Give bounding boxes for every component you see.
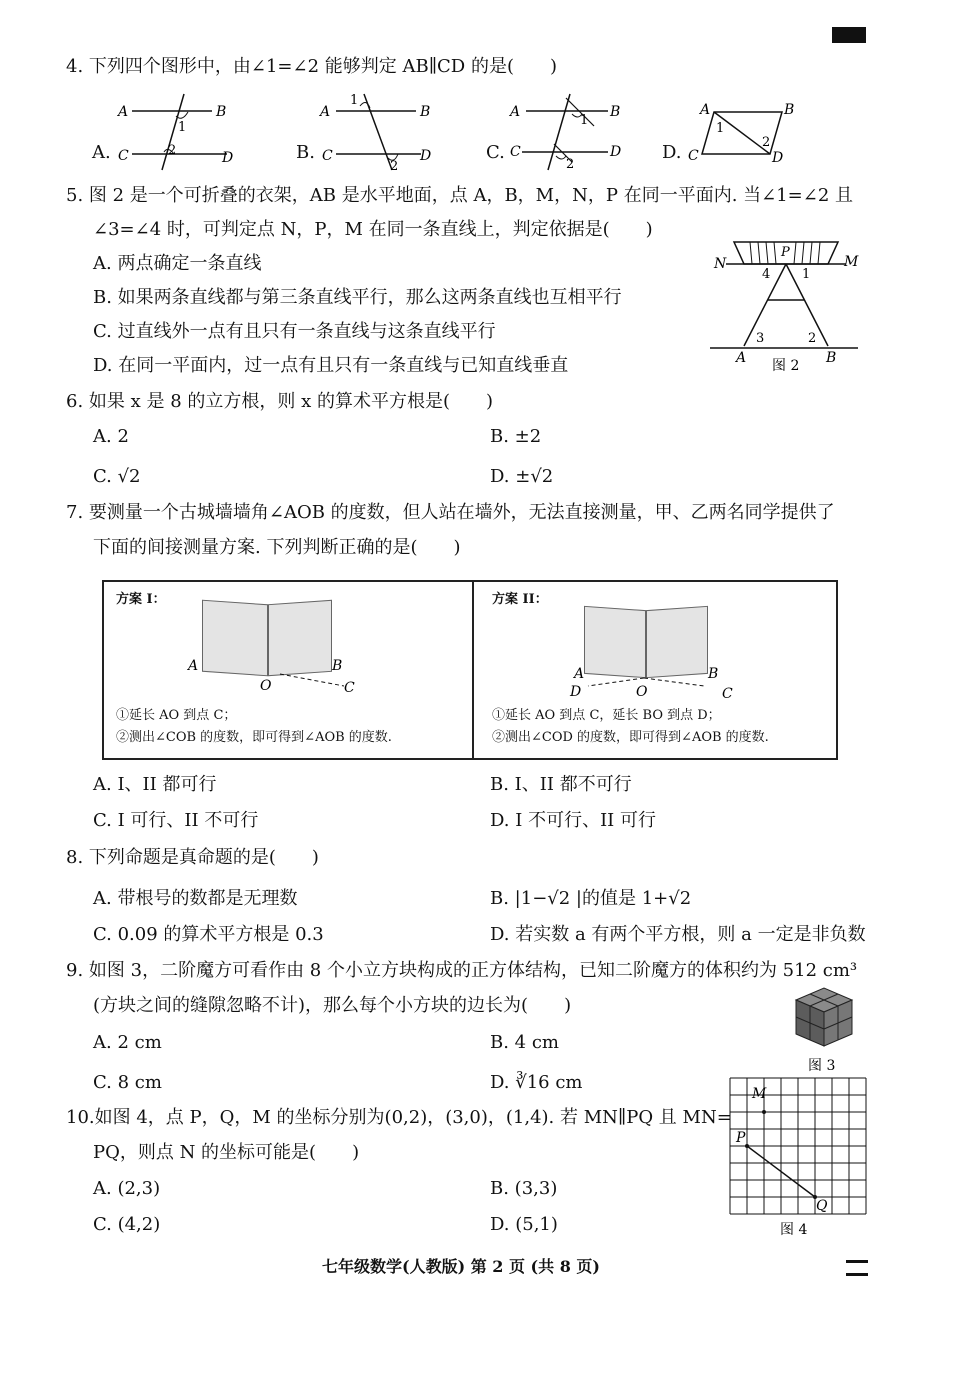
q7-plan2-label-d: D xyxy=(570,684,582,700)
q9-option-b: B. 4 cm xyxy=(490,1032,559,1053)
q4d-angle-2: 2 xyxy=(762,135,771,150)
q7-plan1-diagram xyxy=(184,652,374,696)
q4-figure-a xyxy=(92,92,252,172)
footer-mark-icon xyxy=(846,1260,868,1276)
q4-figure-d xyxy=(662,92,822,172)
q4b-label-a: A xyxy=(320,104,331,120)
q7-plans-box xyxy=(102,580,838,760)
q4b-label-b: B xyxy=(420,104,431,120)
q9-option-a: A. 2 cm xyxy=(93,1032,162,1053)
q4-option-c-tag: C. xyxy=(486,142,505,163)
q4-option-a xyxy=(92,92,252,172)
q4c-label-c: C xyxy=(510,144,521,160)
q4-figure-b xyxy=(296,92,456,172)
q7-stem-line2: 下面的间接测量方案. 下列判断正确的是( ) xyxy=(93,537,461,558)
q4-option-a-tag: A. xyxy=(92,142,111,163)
q5-label-b: B xyxy=(826,350,837,366)
q4a-label-b: B xyxy=(216,104,227,120)
q7-plan1-label-o: O xyxy=(260,678,272,694)
q10-label-p: P xyxy=(736,1130,746,1146)
q4a-label-d: D xyxy=(222,150,234,166)
q4-stem: 4. 下列四个图形中，由∠1=∠2 能够判定 AB∥CD 的是( ) xyxy=(66,56,557,77)
q5-figure-hanger xyxy=(706,236,866,376)
q7-plan1-title: 方案 I： xyxy=(116,592,166,607)
q10-option-c: C. (4,2) xyxy=(93,1214,161,1235)
q4d-label-a: A xyxy=(700,102,711,118)
q5-option-d: D. 在同一平面内，过一点有且只有一条直线与已知直线垂直 xyxy=(93,355,569,376)
q4c-angle-1: 1 xyxy=(580,113,589,128)
q4b-label-d: D xyxy=(420,148,432,164)
q7-plan2-title: 方案 II： xyxy=(492,592,548,607)
q7-plan2-label-c: C xyxy=(722,686,733,702)
q7-plan2-label-a: A xyxy=(574,666,585,682)
q7-plan2-step1: ①延长 AO 到点 C，延长 BO 到点 D； xyxy=(492,708,721,723)
q4c-label-d: D xyxy=(610,144,622,160)
q4-figure-c xyxy=(486,92,646,172)
corner-mark xyxy=(832,27,866,43)
q7-plan1-label-c: C xyxy=(344,680,355,696)
q10-label-q: Q xyxy=(816,1198,828,1214)
q7-plan1-label-a: A xyxy=(188,658,199,674)
q5-label-m: M xyxy=(844,254,859,270)
page-footer: 七年级数学(人教版) 第 2 页 (共 8 页) xyxy=(322,1257,600,1276)
q4-option-d-tag: D. xyxy=(662,142,682,163)
q4c-label-a: A xyxy=(510,104,521,120)
q5-figure-caption: 图 2 xyxy=(772,358,800,374)
q8-option-c: C. 0.09 的算术平方根是 0.3 xyxy=(93,924,324,945)
q6-stem: 6. 如果 x 是 8 的立方根，则 x 的算术平方根是( ) xyxy=(66,391,494,412)
q4-option-b xyxy=(296,92,456,172)
q4d-angle-1: 1 xyxy=(716,121,725,136)
q5-angle-3: 3 xyxy=(756,331,765,346)
q8-option-b: B. |1−√2 |的值是 1+√2 xyxy=(490,888,692,909)
q5-option-b: B. 如果两条直线都与第三条直线平行，那么这两条直线也互相平行 xyxy=(93,287,622,308)
q5-stem-line1: 5. 图 2 是一个可折叠的衣架，AB 是水平地面，点 A，B，M，N，P 在同一平面内. 当∠1=∠2 且 xyxy=(66,185,854,206)
q5-angle-2: 2 xyxy=(808,331,817,346)
q6-option-a: A. 2 xyxy=(93,426,129,447)
q7-plan1-step2: ②测出∠COB 的度数，即可得到∠AOB 的度数. xyxy=(116,730,392,745)
q6-option-b: B. ±2 xyxy=(490,426,542,447)
q6-option-d: D. ±√2 xyxy=(490,466,554,487)
q7-stem-line1: 7. 要测量一个古城墙墙角∠AOB 的度数，但人站在墙外，无法直接测量，甲、乙两名同学提供了 xyxy=(66,502,835,523)
q10-option-d: D. (5,1) xyxy=(490,1214,558,1235)
q7-plan1-step1: ①延长 AO 到点 C； xyxy=(116,708,237,723)
q10-option-a: A. (2,3) xyxy=(93,1178,161,1199)
q9-option-c: C. 8 cm xyxy=(93,1072,162,1093)
q8-stem: 8. 下列命题是真命题的是( ) xyxy=(66,847,319,868)
q4-option-c xyxy=(486,92,646,172)
q7-box-divider xyxy=(472,582,474,758)
q10-figure-caption: 图 4 xyxy=(780,1222,808,1238)
q5-stem-line2: ∠3=∠4 时，可判定点 N，P，M 在同一条直线上，判定依据是( ) xyxy=(93,219,653,240)
q10-stem-line2: PQ，则点 N 的坐标可能是( ) xyxy=(93,1142,360,1163)
q5-angle-1: 1 xyxy=(802,267,811,282)
q9-stem-line2: (方块之间的缝隙忽略不计)，那么每个小方块的边长为( ) xyxy=(93,995,572,1016)
q5-label-a: A xyxy=(736,350,747,366)
q4a-label-a: A xyxy=(118,104,129,120)
q7-option-c: C. I 可行、II 不可行 xyxy=(93,810,259,831)
q9-figure-rubiks-cube xyxy=(786,984,862,1076)
q10-option-b: B. (3,3) xyxy=(490,1178,558,1199)
q7-plan1-label-b: B xyxy=(332,658,343,674)
q4c-label-b: B xyxy=(610,104,621,120)
q4c-angle-2: 2 xyxy=(566,157,575,172)
q7-plan2-label-o: O xyxy=(636,684,648,700)
q4a-angle-2: 2 xyxy=(168,143,177,158)
q7-option-d: D. I 不可行、II 可行 xyxy=(490,810,657,831)
q5-option-a: A. 两点确定一条直线 xyxy=(93,253,262,274)
q7-option-a: A. I、II 都可行 xyxy=(93,774,217,795)
q8-option-d: D. 若实数 a 有两个平方根，则 a 一定是非负数 xyxy=(490,924,866,945)
q4-option-b-tag: B. xyxy=(296,142,315,163)
q4a-label-c: C xyxy=(118,148,129,164)
q4d-label-c: C xyxy=(688,148,699,164)
q7-option-b: B. I、II 都不可行 xyxy=(490,774,632,795)
q10-label-m: M xyxy=(752,1086,767,1102)
q4b-angle-2: 2 xyxy=(390,159,399,172)
q5-angle-4: 4 xyxy=(762,267,771,282)
q6-option-c: C. √2 xyxy=(93,466,141,487)
q4b-angle-1: 1 xyxy=(350,93,359,108)
q4-option-d xyxy=(662,92,822,172)
q5-option-c: C. 过直线外一点有且只有一条直线与这条直线平行 xyxy=(93,321,496,342)
q9-stem-line1: 9. 如图 3，二阶魔方可看作由 8 个小立方块构成的正方体结构，已知二阶魔方的体积约为 512 cm³ xyxy=(66,960,858,981)
q4a-angle-1: 1 xyxy=(178,120,187,135)
q5-label-n: N xyxy=(714,256,727,272)
q10-figure-grid xyxy=(724,1074,868,1240)
q7-plan2-step2: ②测出∠COD 的度数，即可得到∠AOB 的度数. xyxy=(492,730,769,745)
q7-plan2-label-b: B xyxy=(708,666,719,682)
q5-label-p: P xyxy=(781,245,790,260)
q8-option-a: A. 带根号的数都是无理数 xyxy=(93,888,298,909)
q9-figure-caption: 图 3 xyxy=(808,1058,836,1074)
q4d-label-b: B xyxy=(784,102,795,118)
q7-plan2-diagram xyxy=(568,662,748,702)
q4b-label-c: C xyxy=(322,148,333,164)
q10-stem-line1: 10.如图 4，点 P，Q，M 的坐标分别为(0,2)，(3,0)，(1,4). 若 MN∥PQ 且 MN= xyxy=(66,1107,732,1128)
q4d-label-d: D xyxy=(772,150,784,166)
q9-option-d: D. ∛16 cm xyxy=(490,1072,583,1093)
